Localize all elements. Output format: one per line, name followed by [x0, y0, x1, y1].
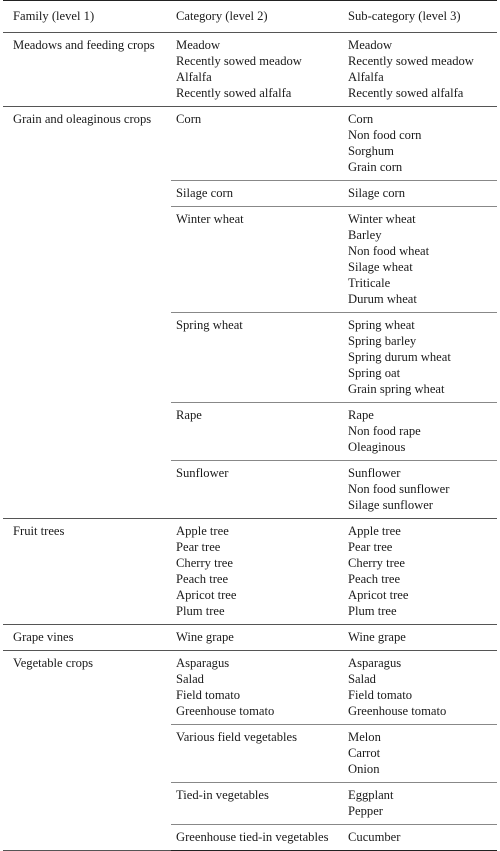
subcategory-item: Salad — [348, 672, 376, 686]
subcategory-item: Non food sunflower — [348, 482, 450, 496]
subcategory-item: Grain spring wheat — [348, 382, 445, 396]
subcategory-item: Pepper — [348, 804, 383, 818]
family-cell — [3, 625, 171, 651]
subcategory-item: Grain corn — [348, 160, 403, 174]
subcategory-item: Triticale — [348, 276, 391, 290]
category-cell — [171, 519, 346, 625]
category-item: Silage corn — [176, 186, 234, 200]
category-item: Greenhouse tomato — [176, 704, 275, 718]
subcategory-item: Onion — [348, 762, 380, 776]
subcategory-item: Non food corn — [348, 128, 422, 142]
subcategory-item: Wine grape — [348, 630, 406, 644]
subcategory-item: Sunflower — [348, 466, 401, 480]
subcategory-item: Oleaginous — [348, 440, 406, 454]
subcategory-item: Rape — [348, 408, 374, 422]
category-item: Spring wheat — [176, 318, 243, 332]
category-cell — [171, 625, 346, 651]
family-cell — [3, 651, 171, 851]
subcategory-item: Silage wheat — [348, 260, 413, 274]
table-row — [3, 651, 497, 725]
subcategory-item: Spring barley — [348, 334, 417, 348]
subcategory-item: Meadow — [348, 38, 393, 52]
table-row — [3, 625, 497, 651]
subcategory-item: Spring durum wheat — [348, 350, 451, 364]
subcategory-item: Pear tree — [348, 540, 393, 554]
header-subcategory: Sub-category (level 3) — [346, 1, 497, 33]
category-item: Corn — [176, 112, 202, 126]
category-item: Pear tree — [176, 540, 221, 554]
subcategory-item: Sorghum — [348, 144, 394, 158]
category-item: Wine grape — [176, 630, 234, 644]
category-item: Alfalfa — [176, 70, 212, 84]
subcategory-cell — [346, 33, 497, 107]
category-cell — [171, 825, 346, 851]
category-cell — [171, 403, 346, 461]
subcategory-item: Asparagus — [348, 656, 402, 670]
subcategory-item: Greenhouse tomato — [348, 704, 447, 718]
category-item: Apricot tree — [176, 588, 237, 602]
category-item: Various field vegetables — [176, 730, 297, 744]
subcategory-item: Spring wheat — [348, 318, 415, 332]
table-row — [3, 519, 497, 625]
category-cell — [171, 725, 346, 783]
crop-classification-table — [3, 0, 497, 851]
subcategory-item: Winter wheat — [348, 212, 416, 226]
subcategory-cell — [346, 107, 497, 181]
header-family: Family (level 1) — [3, 1, 171, 33]
subcategory-cell — [346, 181, 497, 207]
family-cell — [3, 107, 171, 519]
category-cell — [171, 461, 346, 519]
category-cell — [171, 313, 346, 403]
subcategory-cell — [346, 519, 497, 625]
subcategory-item: Apple tree — [348, 524, 401, 538]
table-row — [3, 107, 497, 181]
subcategory-item: Field tomato — [348, 688, 413, 702]
category-item: Cherry tree — [176, 556, 233, 570]
subcategory-cell — [346, 625, 497, 651]
subcategory-cell — [346, 313, 497, 403]
family-name: Grain and oleaginous crops — [13, 112, 152, 126]
subcategory-item: Silage sunflower — [348, 498, 433, 512]
subcategory-item: Non food rape — [348, 424, 421, 438]
subcategory-item: Carrot — [348, 746, 381, 760]
family-name: Vegetable crops — [13, 656, 94, 670]
category-item: Peach tree — [176, 572, 229, 586]
family-name: Grape vines — [13, 630, 74, 644]
category-item: Recently sowed alfalfa — [176, 86, 292, 100]
category-cell — [171, 783, 346, 825]
category-cell — [171, 207, 346, 313]
subcategory-item: Alfalfa — [348, 70, 384, 84]
subcategory-cell — [346, 461, 497, 519]
category-item: Asparagus — [176, 656, 230, 670]
category-item: Rape — [176, 408, 202, 422]
family-name: Meadows and feeding crops — [13, 38, 155, 52]
category-item: Greenhouse tied-in vegetables — [176, 830, 329, 844]
header-category: Category (level 2) — [171, 1, 346, 33]
family-cell — [3, 519, 171, 625]
subcategory-item: Apricot tree — [348, 588, 409, 602]
subcategory-item: Corn — [348, 112, 374, 126]
subcategory-item: Non food wheat — [348, 244, 430, 258]
subcategory-item: Durum wheat — [348, 292, 417, 306]
category-cell — [171, 651, 346, 725]
subcategory-item: Recently sowed meadow — [348, 54, 474, 68]
category-item: Field tomato — [176, 688, 241, 702]
category-item: Meadow — [176, 38, 221, 52]
subcategory-item: Recently sowed alfalfa — [348, 86, 464, 100]
subcategory-item: Cherry tree — [348, 556, 405, 570]
table-body — [3, 33, 497, 851]
family-cell — [3, 33, 171, 107]
category-item: Winter wheat — [176, 212, 244, 226]
subcategory-cell — [346, 651, 497, 725]
category-item: Sunflower — [176, 466, 229, 480]
header-row — [3, 1, 497, 33]
category-cell — [171, 107, 346, 181]
subcategory-item: Silage corn — [348, 186, 406, 200]
subcategory-cell — [346, 403, 497, 461]
subcategory-item: Cucumber — [348, 830, 401, 844]
table-row — [3, 33, 497, 107]
subcategory-cell — [346, 783, 497, 825]
subcategory-item: Peach tree — [348, 572, 401, 586]
subcategory-cell — [346, 725, 497, 783]
family-name: Fruit trees — [13, 524, 65, 538]
subcategory-item: Melon — [348, 730, 381, 744]
subcategory-item: Eggplant — [348, 788, 394, 802]
category-item: Salad — [176, 672, 204, 686]
subcategory-item: Spring oat — [348, 366, 401, 380]
category-item: Apple tree — [176, 524, 229, 538]
category-cell — [171, 33, 346, 107]
category-item: Tied-in vegetables — [176, 788, 269, 802]
category-cell — [171, 181, 346, 207]
subcategory-cell — [346, 207, 497, 313]
subcategory-item: Barley — [348, 228, 382, 242]
subcategory-item: Plum tree — [348, 604, 397, 618]
category-item: Recently sowed meadow — [176, 54, 302, 68]
category-item: Plum tree — [176, 604, 225, 618]
subcategory-cell — [346, 825, 497, 851]
